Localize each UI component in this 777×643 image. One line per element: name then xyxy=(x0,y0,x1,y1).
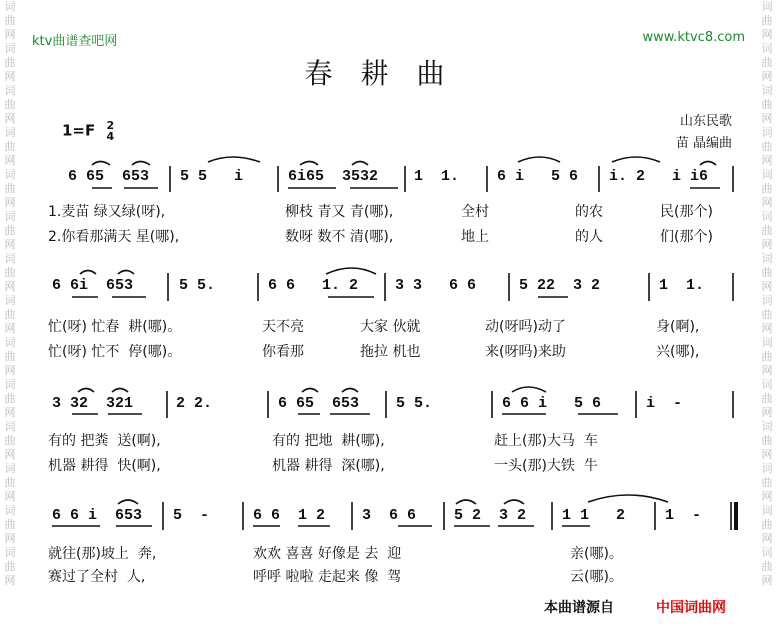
slur xyxy=(588,495,668,502)
slur xyxy=(700,162,716,166)
slur xyxy=(300,162,318,166)
slur xyxy=(342,389,358,393)
key-label: 1=F xyxy=(62,121,96,140)
slur xyxy=(518,157,560,162)
slur xyxy=(132,162,150,166)
notes-s2-m5: 5 22 3 2 xyxy=(519,277,601,294)
lyric-s2-v1-e: 身(啊), xyxy=(656,319,700,335)
notes-s3-m4: 5 5. xyxy=(396,395,433,412)
slur xyxy=(326,268,376,274)
lyric-s4-v1-b: 欢欢 喜喜 好像是 去 迎 xyxy=(253,546,402,562)
notes-s2-m3: 6 6 1. 2 xyxy=(268,277,359,294)
lyric-s4-v1-c: 亲(哪)。 xyxy=(570,546,623,562)
lyric-s3-v2-c: 一头(那)大铁 牛 xyxy=(494,458,598,474)
lyric-s3-v1-b: 有的 把地 耕(哪), xyxy=(272,433,385,449)
slur xyxy=(208,157,260,162)
lyric-s1-v1-e: 民(那个) xyxy=(660,204,713,220)
lyric-s1-v1-b: 柳枝 青又 青(哪), xyxy=(285,204,394,220)
slur xyxy=(512,387,546,392)
slur xyxy=(80,271,96,275)
lyric-s4-v1-a: 就往(那)坡上 奔, xyxy=(48,546,157,562)
credit-arranger: 苗 晶编曲 xyxy=(675,136,732,151)
watermark-right: 词 曲 网 词 曲 网 词 曲 网 词 曲 网 词 曲 网 词 曲 网 词 曲 网 词 曲 网 词 曲 网 词 曲 网 词 曲 网 词 曲 网 词 曲 网 词 曲 网 xyxy=(761,0,773,587)
meter-top: 2 xyxy=(106,119,115,132)
lyric-s1-v2-c: 地上 xyxy=(461,229,489,245)
lyric-s3-v1-a: 有的 把粪 送(啊), xyxy=(48,433,161,449)
lyric-s4-v2-b: 呼呼 啦啦 走起来 像 驾 xyxy=(253,569,402,585)
lyric-s1-v2-e: 们(那个) xyxy=(660,229,713,245)
lyric-s2-v1-d: 动(呀吗)动了 xyxy=(485,319,566,335)
slur xyxy=(112,389,128,393)
lyric-s4-v2-a: 赛过了全村 人, xyxy=(48,569,146,585)
lyric-s2-v2-a: 忙(呀) 忙不 停(哪)。 xyxy=(48,344,182,360)
notes-s4-m7: 1 - xyxy=(665,507,702,524)
notes-s1-m5: 6 i 5 6 xyxy=(497,168,579,185)
lyric-s1-v2-a: 2.你看那满天 星(哪), xyxy=(48,229,180,245)
lyric-s3-v1-c: 赶上(那)大马 车 xyxy=(494,433,598,449)
slur xyxy=(302,389,318,393)
credit-origin: 山东民歌 xyxy=(679,114,732,129)
lyric-s1-v1-c: 全村 xyxy=(461,204,489,220)
header-site-left[interactable]: ktv曲谱查吧网 xyxy=(32,34,118,49)
lyric-s3-v2-b: 机器 耕得 深(哪), xyxy=(272,458,385,474)
notes-s4-m6: 1 1 2 xyxy=(562,507,626,524)
lyric-s2-v2-d: 来(呀吗)来助 xyxy=(485,344,566,360)
slur xyxy=(612,157,660,162)
lyric-s1-v2-b: 数呀 数不 清(哪), xyxy=(285,229,394,245)
notes-s2-m1: 6 6i 653 xyxy=(52,277,134,294)
notes-s2-m4: 3 3 6 6 xyxy=(395,277,477,294)
lyric-s2-v2-b: 你看那 xyxy=(262,344,304,360)
notes-s4-m4: 3 6 6 xyxy=(362,507,417,524)
slur xyxy=(92,162,110,166)
header-site-right[interactable]: www.ktvc8.com xyxy=(642,30,745,45)
notes-s3-m2: 2 2. xyxy=(176,395,213,412)
lyric-s2-v2-c: 拖拉 机也 xyxy=(360,344,421,360)
notes-s4-m5: 5 2 3 2 xyxy=(454,507,527,524)
lyric-s1-v2-d: 的人 xyxy=(575,229,603,245)
slur xyxy=(456,500,476,504)
notes-s1-m1: 6 65 653 xyxy=(68,168,150,185)
song-title: 春耕曲 xyxy=(304,57,473,90)
footer-source-label: 本曲谱源自 xyxy=(544,600,614,616)
lyric-s1-v1-d: 的农 xyxy=(575,204,603,220)
notes-s1-m6: i. 2 i i6 xyxy=(609,168,709,185)
lyric-s2-v2-e: 兴(哪), xyxy=(656,344,700,360)
slur xyxy=(352,162,368,166)
notes-s3-m5: 6 6 i 5 6 xyxy=(502,395,602,412)
slur xyxy=(118,271,134,275)
notes-s2-m2: 5 5. xyxy=(179,277,216,294)
lyric-s2-v1-c: 大家 伙就 xyxy=(360,319,421,335)
notes-s2-m6: 1 1. xyxy=(659,277,705,294)
lyric-s2-v1-a: 忙(呀) 忙春 耕(哪)。 xyxy=(48,319,182,335)
lyric-s2-v1-b: 天不亮 xyxy=(262,319,304,335)
watermark-left: 词 曲 网 词 曲 网 词 曲 网 词 曲 网 词 曲 网 词 曲 网 词 曲 网 词 曲 网 词 曲 网 词 曲 网 词 曲 网 词 曲 网 词 曲 网 词 曲 网 xyxy=(4,0,16,587)
lyric-s3-v2-a: 机器 耕得 快(啊), xyxy=(48,458,161,474)
lyric-s4-v2-c: 云(哪)。 xyxy=(570,569,623,585)
slur xyxy=(118,500,138,504)
lyric-s1-v1-a: 1.麦苗 绿又绿(呀), xyxy=(48,204,166,220)
notes-s3-m3: 6 65 653 xyxy=(278,395,360,412)
footer-source-site[interactable]: 中国词曲网 xyxy=(656,600,726,616)
slur xyxy=(504,500,524,504)
notes-s4-m1: 6 6 i 653 xyxy=(52,507,143,524)
notes-s1-m3: 6i65 3532 xyxy=(288,168,379,185)
notes-s1-m2: 5 5 i xyxy=(180,168,244,185)
slur xyxy=(78,389,94,393)
notes-s4-m2: 5 - xyxy=(173,507,210,524)
notes-s3-m6: i - xyxy=(646,395,683,412)
meter-bottom: 4 xyxy=(106,130,115,143)
notes-s4-m3: 6 6 1 2 xyxy=(253,507,326,524)
notes-s3-m1: 3 32 321 xyxy=(52,395,134,412)
notes-s1-m4: 1 1. xyxy=(414,168,460,185)
